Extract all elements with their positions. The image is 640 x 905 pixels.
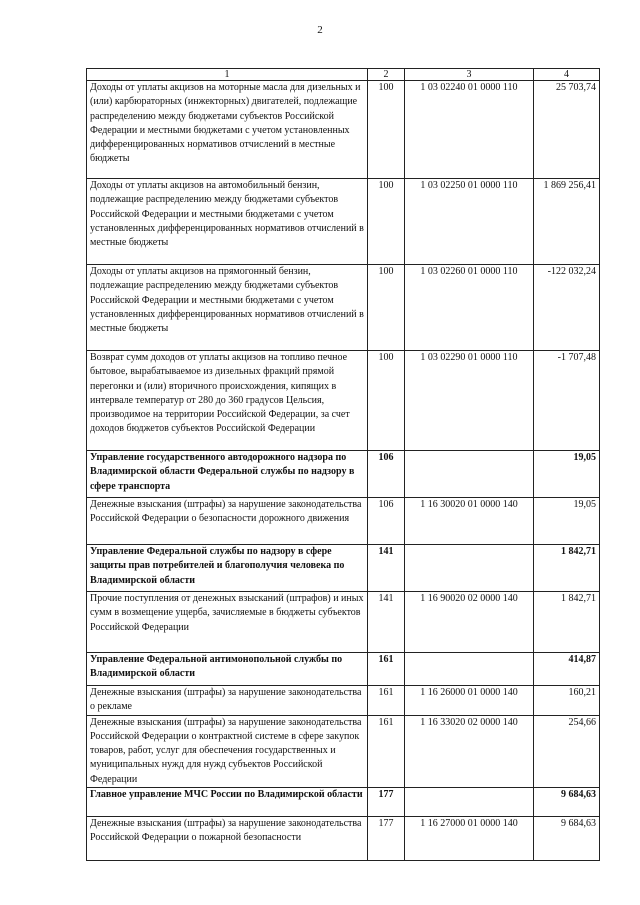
row-name: Управление Федеральной службы по надзору в сфере защиты прав потребителей и благополучия человека по Владимирской области [87,545,368,592]
row-name: Доходы от уплаты акцизов на прямогонный бензин, подлежащие распределению между бюджетами субъектов Российской Федерации и местными бюджетами с учетом установленных дифференцированных нормативов отчислений в местные бюджеты [87,265,368,351]
row-name: Денежные взыскания (штрафы) за нарушение законодательства о рекламе [87,686,368,716]
row-name: Доходы от уплаты акцизов на моторные масла для дизельных и (или) карбюраторных (инжекторных) двигателей, подлежащие распределению между бюджетами субъектов Российской Федерации и местными бюджетами с учетом установленных дифференцированных нормативов отчислений в местные бюджеты [87,81,368,179]
row-admin-code: 106 [368,451,405,498]
row-budget-code [405,451,534,498]
row-admin-code: 141 [368,592,405,653]
row-admin-code: 161 [368,686,405,716]
row-amount: 414,87 [534,653,600,686]
row-admin-code: 100 [368,179,405,265]
row-budget-code: 1 03 02290 01 0000 110 [405,351,534,451]
table-section-row [87,451,600,498]
row-amount: 1 842,71 [534,592,600,653]
row-name: Прочие поступления от денежных взысканий (штрафов) и иных сумм в возмещение ущерба, зачисляемые в бюджеты субъектов Российской Федерации [87,592,368,653]
row-budget-code: 1 03 02260 01 0000 110 [405,265,534,351]
row-admin-code: 161 [368,715,405,787]
table-row [87,592,600,653]
row-admin-code: 100 [368,265,405,351]
table-section-row [87,788,600,817]
row-budget-code: 1 03 02250 01 0000 110 [405,179,534,265]
row-name: Управление Федеральной антимонопольной службы по Владимирской области [87,653,368,686]
row-name: Денежные взыскания (штрафы) за нарушение законодательства Российской Федерации о безопасности дорожного движения [87,498,368,545]
row-admin-code: 177 [368,788,405,817]
row-name: Возврат сумм доходов от уплаты акцизов на топливо печное бытовое, вырабатываемое из дизельных фракций прямой перегонки и (или) вторичного происхождения, кипящих в интервале температур от 280 до 360 градусов Цельсия, производимое на территории Российской Федерации, за счет доходов бюджетов субъектов Российской Федерации [87,351,368,451]
column-header: 1 [87,69,368,81]
row-admin-code: 106 [368,498,405,545]
row-budget-code: 1 16 26000 01 0000 140 [405,686,534,716]
row-budget-code [405,653,534,686]
row-amount: 25 703,74 [534,81,600,179]
row-amount: -1 707,48 [534,351,600,451]
table-section-row [87,545,600,592]
table-row [87,81,600,179]
row-name: Денежные взыскания (штрафы) за нарушение законодательства Российской Федерации о пожарной безопасности [87,817,368,861]
row-budget-code: 1 16 30020 01 0000 140 [405,498,534,545]
row-budget-code: 1 16 33020 02 0000 140 [405,715,534,787]
column-header: 4 [534,69,600,81]
row-amount: 254,66 [534,715,600,787]
row-budget-code [405,545,534,592]
row-amount: 19,05 [534,451,600,498]
row-amount: 1 869 256,41 [534,179,600,265]
table-row [87,715,600,787]
table-header-row [87,69,600,81]
row-name: Управление государственного автодорожного надзора по Владимирской области Федеральной службы по надзору в сфере транспорта [87,451,368,498]
row-budget-code: 1 03 02240 01 0000 110 [405,81,534,179]
table-row [87,686,600,716]
row-name: Главное управление МЧС России по Владимирской области [87,788,368,817]
row-amount: -122 032,24 [534,265,600,351]
column-header: 2 [368,69,405,81]
row-amount: 19,05 [534,498,600,545]
row-admin-code: 100 [368,81,405,179]
table-row [87,179,600,265]
row-admin-code: 141 [368,545,405,592]
row-amount: 9 684,63 [534,817,600,861]
table-row [87,351,600,451]
row-name: Доходы от уплаты акцизов на автомобильный бензин, подлежащие распределению между бюджетами субъектов Российской Федерации и местными бюджетами с учетом установленных дифференцированных нормативов отчислений в местные бюджеты [87,179,368,265]
column-header: 3 [405,69,534,81]
row-name: Денежные взыскания (штрафы) за нарушение законодательства Российской Федерации о контрактной системе в сфере закупок товаров, работ, услуг для обеспечения государственных и муниципальных нужд для нужд субъектов Российской Федерации [87,715,368,787]
table-row [87,817,600,861]
row-budget-code: 1 16 27000 01 0000 140 [405,817,534,861]
row-admin-code: 161 [368,653,405,686]
table-section-row [87,653,600,686]
table-row [87,265,600,351]
row-admin-code: 100 [368,351,405,451]
row-amount: 160,21 [534,686,600,716]
table-row [87,498,600,545]
row-budget-code [405,788,534,817]
row-admin-code: 177 [368,817,405,861]
row-budget-code: 1 16 90020 02 0000 140 [405,592,534,653]
revenue-table [86,68,600,861]
row-amount: 9 684,63 [534,788,600,817]
page-number: 2 [317,24,323,36]
row-amount: 1 842,71 [534,545,600,592]
